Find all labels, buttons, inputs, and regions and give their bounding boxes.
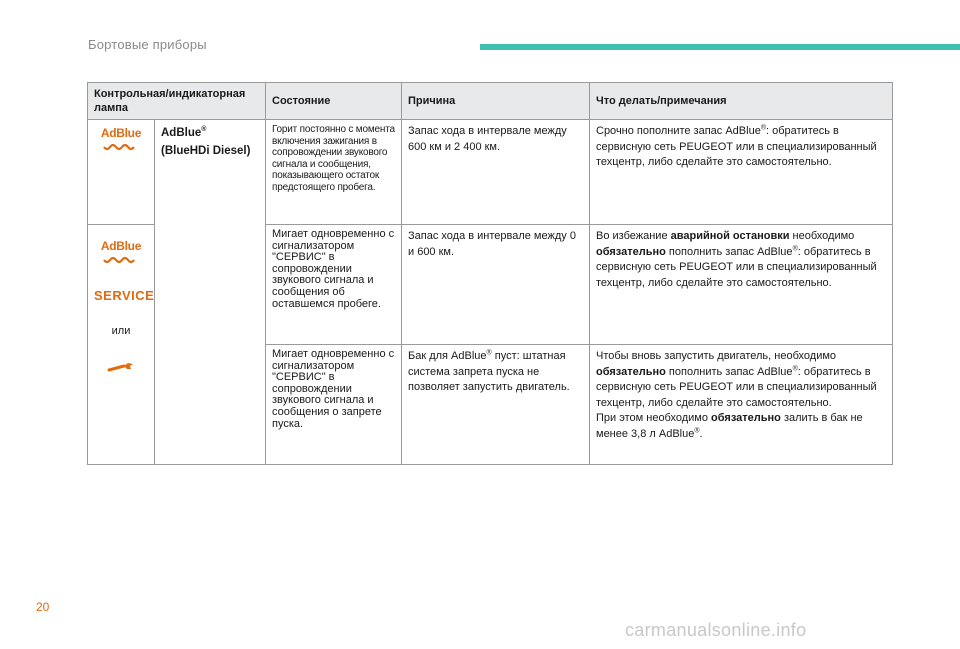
table-row bbox=[88, 120, 893, 225]
header-action: Что делать/примечания bbox=[590, 83, 893, 120]
cause-cell: Бак для AdBlue® пуст: штатная система запрета пуска не позволяет запустить двигатель. bbox=[402, 345, 590, 465]
lamp-cell bbox=[88, 225, 155, 465]
lamp-cell bbox=[88, 120, 155, 225]
header-lamp: Контрольная/индикаторная лампа bbox=[88, 83, 266, 120]
system-name-cell: AdBlue® (BlueHDi Diesel) bbox=[155, 120, 266, 465]
adblue-warning-icon: AdBlue bbox=[101, 126, 141, 157]
adblue-warning-icon: AdBlue bbox=[101, 239, 141, 270]
watermark: carmanualsonline.info bbox=[625, 620, 807, 640]
action-cell: Срочно пополните запас AdBlue®: обратитесь в сервисную сеть PEUGEOT или в специализированный техцентр, либо сделайте это самостоятельно. bbox=[590, 120, 893, 225]
cause-cell: Запас хода в интервале между 0 и 600 км. bbox=[402, 225, 590, 345]
system-variant: (BlueHDi Diesel) bbox=[161, 145, 251, 157]
system-name: AdBlue bbox=[161, 127, 202, 139]
wrench-icon bbox=[94, 361, 148, 379]
warning-lamp-table bbox=[87, 82, 893, 465]
section-title: Бортовые приборы bbox=[88, 37, 207, 52]
table-header-row bbox=[88, 83, 893, 120]
state-cell: Мигает одновременно с сигнализатором "СЕРВИС" в сопровождении звукового сигнала и сообщения об оставшемся пробеге. bbox=[266, 225, 402, 345]
page-number: 20 bbox=[36, 600, 50, 614]
or-label: или bbox=[111, 324, 131, 337]
cause-cell: Запас хода в интервале между 600 км и 2 400 км. bbox=[402, 120, 590, 225]
header-cause: Причина bbox=[402, 83, 590, 120]
action-cell: Во избежание аварийной остановки необходимо обязательно пополнить запас AdBlue®: обратитесь в сервисную сеть PEUGEOT или в специализированный техцентр, либо сделайте это самостоятельно. bbox=[590, 225, 893, 345]
action-cell: Чтобы вновь запустить двигатель, необходимо обязательно пополнить запас AdBlue®: обратитесь в сервисную сеть PEUGEOT или в специализированный техцентр, либо сделайте это самостоятельно. При этом необходимо обязательно залить в бак не менее 3,8 л AdBlue®. bbox=[590, 345, 893, 465]
state-cell: Мигает одновременно с сигнализатором "СЕРВИС" в сопровождении звукового сигнала и сообщения о запрете пуска. bbox=[266, 345, 402, 465]
header-state: Состояние bbox=[266, 83, 402, 120]
state-cell: Горит постоянно с момента включения зажигания в сопровождении звукового сигнала и сообщения, показывающего остаток предстоящего пробега. bbox=[266, 120, 402, 225]
service-warning-icon: SERVICE bbox=[94, 288, 155, 303]
header-accent-bar bbox=[480, 44, 960, 50]
